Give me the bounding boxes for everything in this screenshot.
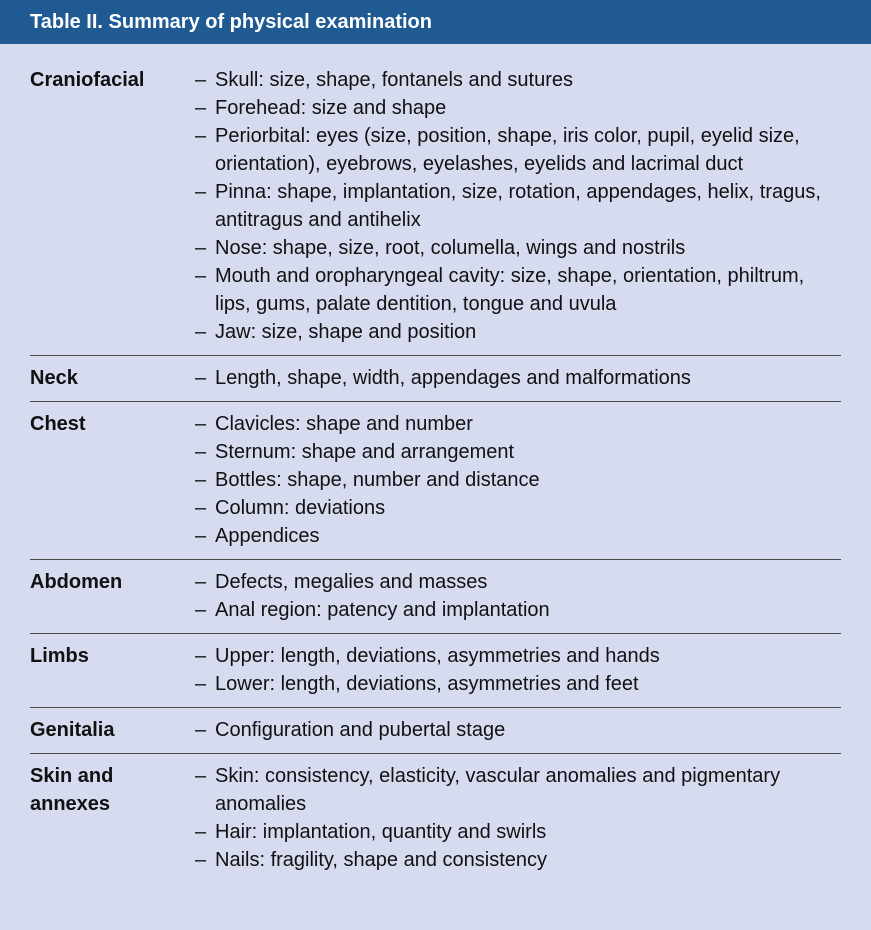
row-items: [195, 66, 841, 346]
row-items: [195, 364, 841, 392]
row-label: Abdomen: [30, 571, 123, 593]
list-item: – Mouth and oropharyngeal cavity: size, shape, orientation, philtrum, lips, gums, palate dentition, tongue and uvula: [195, 262, 841, 318]
list-item: – Upper: length, deviations, asymmetries and hands: [195, 642, 841, 670]
row-items: [195, 762, 841, 874]
row-items: [195, 642, 841, 698]
list-item: – Jaw: size, shape and position: [195, 318, 841, 346]
table-row-genitalia: [30, 708, 841, 754]
table-row-abdomen: [30, 560, 841, 634]
list-item: – Sternum: shape and arrangement: [195, 438, 841, 466]
table-row-neck: [30, 356, 841, 402]
row-label: Genitalia: [30, 719, 115, 741]
table-row-skin: [30, 754, 841, 883]
list-item: – Bottles: shape, number and distance: [195, 466, 841, 494]
row-items: [195, 410, 841, 550]
exam-table: [0, 44, 871, 883]
row-items: [195, 568, 841, 624]
table-title-bar: [0, 0, 871, 44]
table-title: Table II. Summary of physical examination: [30, 10, 432, 33]
row-items: [195, 716, 841, 744]
table-row-craniofacial: [30, 64, 841, 356]
row-label: Craniofacial: [30, 69, 145, 91]
list-item: – Appendices: [195, 522, 841, 550]
list-item: – Clavicles: shape and number: [195, 410, 841, 438]
list-item: – Configuration and pubertal stage: [195, 716, 841, 744]
list-item: – Hair: implantation, quantity and swirls: [195, 818, 841, 846]
row-label: Neck: [30, 367, 78, 389]
list-item: – Lower: length, deviations, asymmetries and feet: [195, 670, 841, 698]
row-label: Skin and annexes: [30, 765, 114, 815]
row-label: Chest: [30, 413, 86, 435]
list-item: – Nose: shape, size, root, columella, wings and nostrils: [195, 234, 841, 262]
list-item: – Forehead: size and shape: [195, 94, 841, 122]
list-item: – Defects, megalies and masses: [195, 568, 841, 596]
list-item: – Column: deviations: [195, 494, 841, 522]
row-label: Limbs: [30, 645, 89, 667]
list-item: – Pinna: shape, implantation, size, rotation, appendages, helix, tragus, antitragus and antihelix: [195, 178, 841, 234]
table-row-chest: [30, 402, 841, 560]
list-item: – Skin: consistency, elasticity, vascular anomalies and pigmentary anomalies: [195, 762, 841, 818]
list-item: – Nails: fragility, shape and consistency: [195, 846, 841, 874]
list-item: – Skull: size, shape, fontanels and sutures: [195, 66, 841, 94]
list-item: – Length, shape, width, appendages and malformations: [195, 364, 841, 392]
list-item: – Anal region: patency and implantation: [195, 596, 841, 624]
table-row-limbs: [30, 634, 841, 708]
list-item: – Periorbital: eyes (size, position, shape, iris color, pupil, eyelid size, orientation), eyebrows, eyelashes, eyelids and lacrimal duct: [195, 122, 841, 178]
